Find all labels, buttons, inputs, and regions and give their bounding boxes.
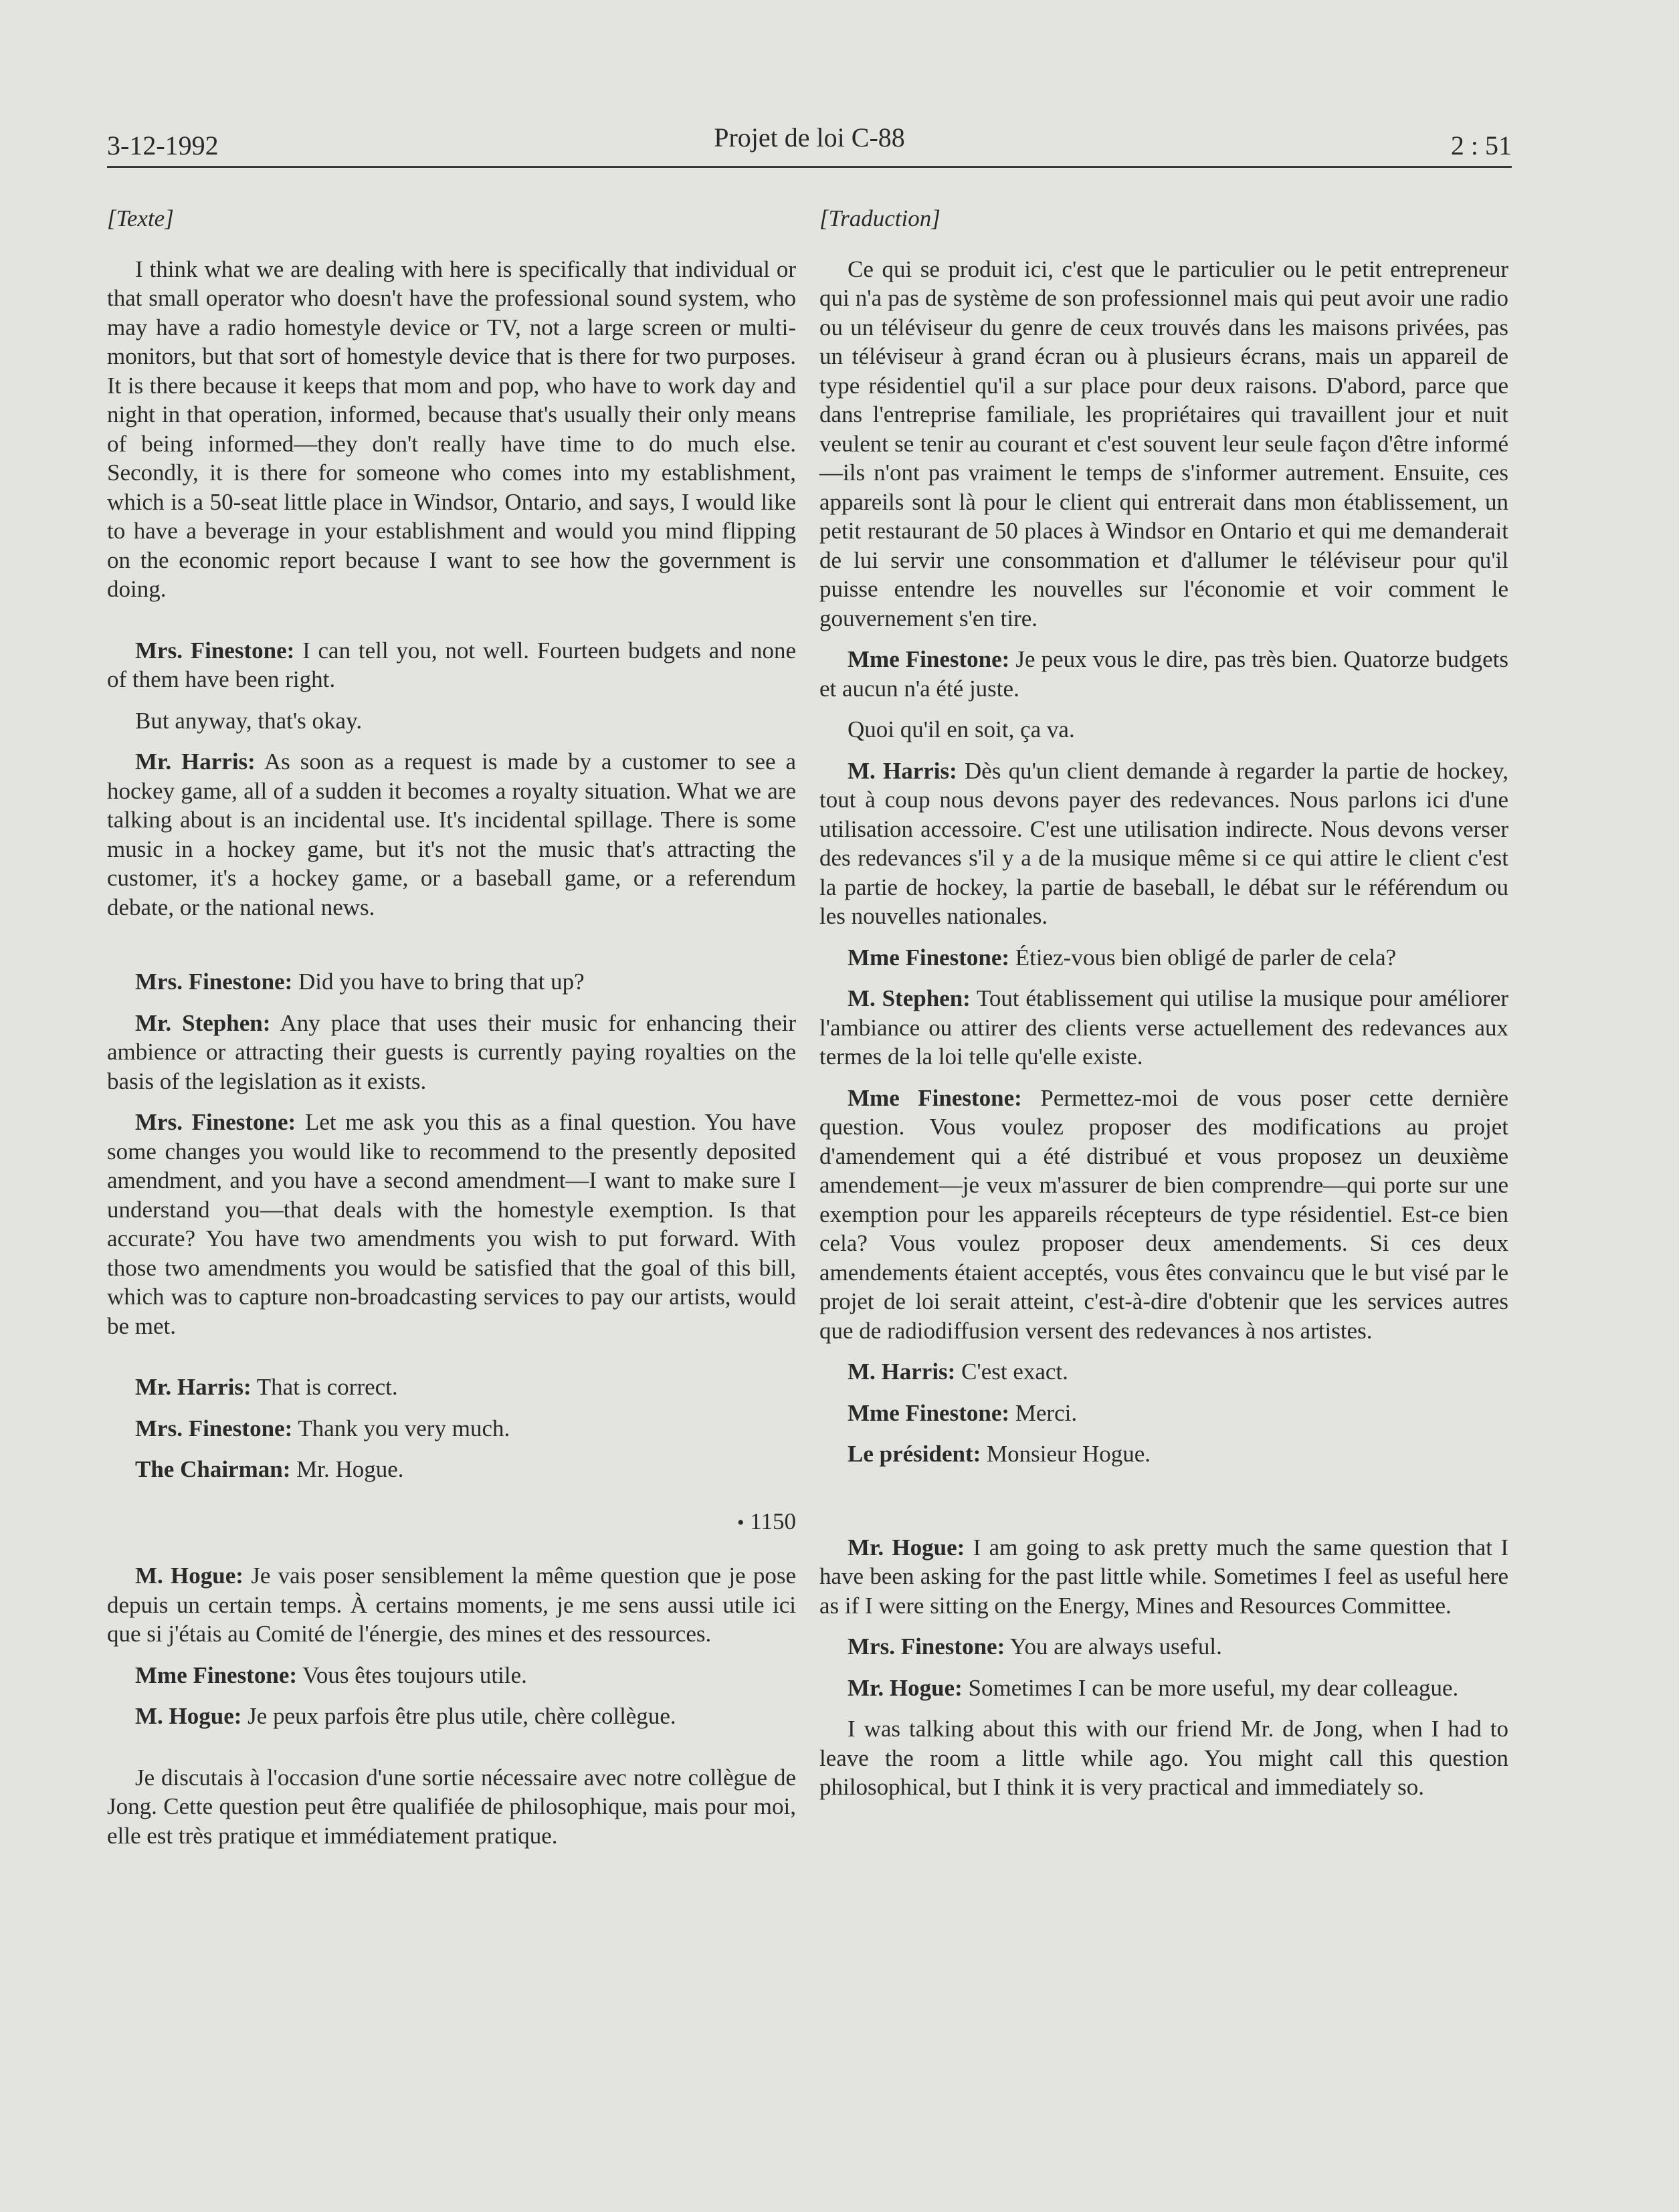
speech-text: Monsieur Hogue.	[987, 1441, 1151, 1467]
speaker-name: Mrs. Finestone:	[135, 637, 295, 664]
speaker-name: Mme Finestone:	[135, 1662, 298, 1688]
speech	[819, 943, 1508, 973]
speech-text: Tout établissement qui utilise la musique pour améliorer l'ambiance ou attirer des clients verse actuellement des redevances aux termes de la loi telle qu'elle existe.	[819, 985, 1508, 1070]
speech-text: I am going to ask pretty much the same question that I have been asking for the past little while. Sometimes I feel as useful here as if I were sitting on the Energy, Mines and Resources Committee.	[819, 1534, 1508, 1619]
speaker-name: M. Hogue:	[135, 1703, 242, 1729]
speaker-name: Mr. Hogue:	[848, 1534, 965, 1561]
paragraph: But anyway, that's okay.	[135, 707, 363, 734]
speaker-name: Mrs. Finestone:	[135, 1109, 296, 1135]
speech	[107, 1414, 796, 1443]
speech-text: Dès qu'un client demande à regarder la partie de hockey, tout à coup nous devons payer des redevances. Nous parlons ici d'une utilisation accessoire. C'est une utilisation indirecte. Nous devons verser des redevances s'il y a de la musique même si ce qui attire le client c'est la partie de hockey, la partie de baseball, le débat sur le référendum ou les nouvelles nationales.	[819, 757, 1509, 929]
speech-text: Je peux parfois être plus utile, chère collègue.	[248, 1703, 676, 1729]
speech-text: Thank you very much.	[298, 1415, 510, 1441]
speech-text: Any place that uses their music for enhancing their ambience or attracting their guests is currently paying royalties on the basis of the legislation as it exists.	[107, 1009, 796, 1094]
speaker-name: The Chairman:	[135, 1456, 291, 1482]
speaker-name: Mrs. Finestone:	[848, 1633, 1005, 1660]
speech-text: Vous êtes toujours utile.	[302, 1662, 527, 1688]
language-marker: [Traduction]	[819, 205, 941, 231]
paragraph: Ce qui se produit ici, c'est que le particulier ou le petit entrepreneur qui n'a pas de système de son professionnel mais qui peut avoir une radio ou un téléviseur du genre de ceux trouvés dans les maisons privées, pas un téléviseur à grand écran ou à plusieurs écrans, mais un appareil de type résidentiel qu'il a sur place pour deux raisons. D'abord, parce que dans l'entreprise familiale, les propriétaires qui travaillent jour et nuit veulent se tenir au courant et c'est souvent leur seule façon d'être informé—ils n'ont pas vraiment le temps de s'informer autrement. Ensuite, ces appareils sont là pour le client qui entrerait dans mon établissement, un petit restaurant de 50 places à Windsor en Ontario et qui me demanderait de lui servir une consommation et d'allumer le téléviseur pour qu'il puisse entendre les nouvelles sur l'économie et voir comment le gouvernement s'en tire.	[819, 256, 1508, 631]
bullet-icon: •	[737, 1511, 745, 1534]
paragraph: I think what we are dealing with here is specifically that individual or that small operator who doesn't have the professional sound system, who may have a radio homestyle device or TV, not a large screen or multi-monitors, but that sort of homestyle device that is there for two purposes. It is there because it keeps that mom and pop, who have to work day and night in that operation, informed, because that's usually their only means of being informed—they don't really have time to do much else. Secondly, it is there for someone who comes into my establishment, which is a 50-seat little place in Windsor, Ontario, and says, I would like to have a beverage in your establishment and would you mind flipping on the economic report because I want to see how the government is doing.	[107, 256, 796, 602]
speech	[819, 1084, 1508, 1346]
speech	[107, 1455, 796, 1484]
speech-text: Merci.	[1015, 1399, 1078, 1426]
speech	[819, 1439, 1508, 1469]
speaker-name: M. Harris:	[848, 757, 957, 784]
speech	[819, 757, 1508, 931]
speech-text: Étiez-vous bien obligé de parler de cela?	[1015, 944, 1397, 971]
speech	[819, 1674, 1508, 1703]
time-marker	[107, 1507, 796, 1538]
speech	[107, 1702, 796, 1731]
speech-text: Let me ask you this as a final question. You have some changes you would like to recommend to the presently deposited amendment, and you have a second amendment—I want to make sure I understand you—that deals with the homestyle exemption. Is that accurate? You have two amendments you wish to put forward. With those two amendments you would be satisfied that the goal of this bill, which was to capture non-broadcasting services to pay our artists, would be met.	[107, 1109, 796, 1339]
speech-text: Did you have to bring that up?	[298, 969, 585, 995]
speech	[107, 1561, 796, 1649]
speech-text: That is correct.	[256, 1374, 398, 1400]
speaker-name: Mr. Harris:	[135, 1374, 252, 1400]
speaker-name: Mr. Harris:	[135, 748, 256, 775]
speech-text: As soon as a request is made by a customer to see a hockey game, all of a sudden it becomes a royalty situation. What we are talking about is an incidental use. It's incidental spillage. There is some music in a hockey game, but it's not the music that's attracting the customer, it's a hockey game, or a baseball game, or a referendum debate, or the national news.	[107, 748, 796, 920]
speech-text: I can tell you, not well. Fourteen budgets and none of them have been right.	[107, 637, 797, 692]
speech	[107, 1373, 796, 1402]
speaker-name: Mme Finestone:	[848, 1399, 1010, 1426]
speaker-name: Mme Finestone:	[848, 944, 1010, 971]
header-rule	[107, 166, 1512, 168]
speech	[107, 636, 796, 694]
header-page-number: 2 : 51	[1450, 130, 1512, 161]
speech	[107, 1108, 796, 1340]
paragraph: I was talking about this with our friend Mr. de Jong, when I had to leave the room a little while ago. You might call this question philosophical, but I think it is very practical and immediately so.	[819, 1716, 1508, 1800]
speaker-name: Mme Finestone:	[848, 646, 1010, 672]
speech-text: Je vais poser sensiblement la même question que je pose depuis un certain temps. À certains moments, je me sens aussi utile ici que si j'étais au Comité de l'énergie, des mines et des ressources.	[107, 1563, 796, 1647]
speech	[819, 1399, 1508, 1428]
speech	[819, 645, 1508, 703]
speech	[107, 747, 796, 922]
speech-text: C'est exact.	[961, 1359, 1068, 1385]
header-date: 3-12-1992	[107, 130, 219, 161]
speech-text: Je peux vous le dire, pas très bien. Quatorze budgets et aucun n'a été juste.	[819, 646, 1508, 702]
speaker-name: M. Stephen:	[848, 985, 971, 1011]
speech-text: Sometimes I can be more useful, my dear colleague.	[968, 1674, 1459, 1701]
paragraph: Je discutais à l'occasion d'une sortie nécessaire avec notre collègue de Jong. Cette question peut être qualifiée de philosophique, mais pour moi, elle est très pratique et immédiatement pratique.	[107, 1764, 796, 1849]
speaker-name: Mrs. Finestone:	[135, 1415, 293, 1441]
speaker-name: M. Harris:	[848, 1359, 956, 1385]
right-column	[819, 204, 1508, 1814]
speech	[107, 967, 796, 997]
speaker-name: Mrs. Finestone:	[135, 969, 293, 995]
speech-text: Permettez-moi de vous poser cette dernière question. Vous voulez proposer des modifications au projet d'amendement qui a été distribué et vous proposez un deuxième amendement—je veux m'assurer de bien comprendre—qui porte sur une exemption pour les appareils récepteurs de type résidentiel. Est-ce bien cela? Vous voulez proposer deux amendements. Si ces deux amendements étaient acceptés, vous êtes convaincu que le but visé par le projet de loi serait atteint, c'est-à-dire d'obtenir que les services autres que de radiodiffusion versent des redevances à nos artistes.	[819, 1084, 1508, 1344]
speech	[819, 1357, 1508, 1387]
time-value: 1150	[750, 1508, 796, 1534]
speaker-name: M. Hogue:	[135, 1563, 243, 1589]
language-marker: [Texte]	[107, 205, 174, 231]
speaker-name: Mme Finestone:	[848, 1084, 1022, 1111]
speech	[819, 984, 1508, 1072]
speech	[107, 1009, 796, 1096]
header-title: Projet de loi C-88	[714, 122, 905, 153]
speaker-name: Le président:	[848, 1441, 981, 1467]
paragraph: Quoi qu'il en soit, ça va.	[848, 716, 1075, 742]
left-column	[107, 204, 796, 1862]
speaker-name: Mr. Stephen:	[135, 1009, 271, 1036]
page-header	[107, 122, 1512, 162]
speaker-name: Mr. Hogue:	[848, 1674, 963, 1701]
speech	[819, 1533, 1508, 1621]
speech	[819, 1632, 1508, 1662]
speech-text: Mr. Hogue.	[296, 1456, 404, 1482]
speech-text: You are always useful.	[1009, 1633, 1222, 1660]
speech	[107, 1661, 796, 1690]
